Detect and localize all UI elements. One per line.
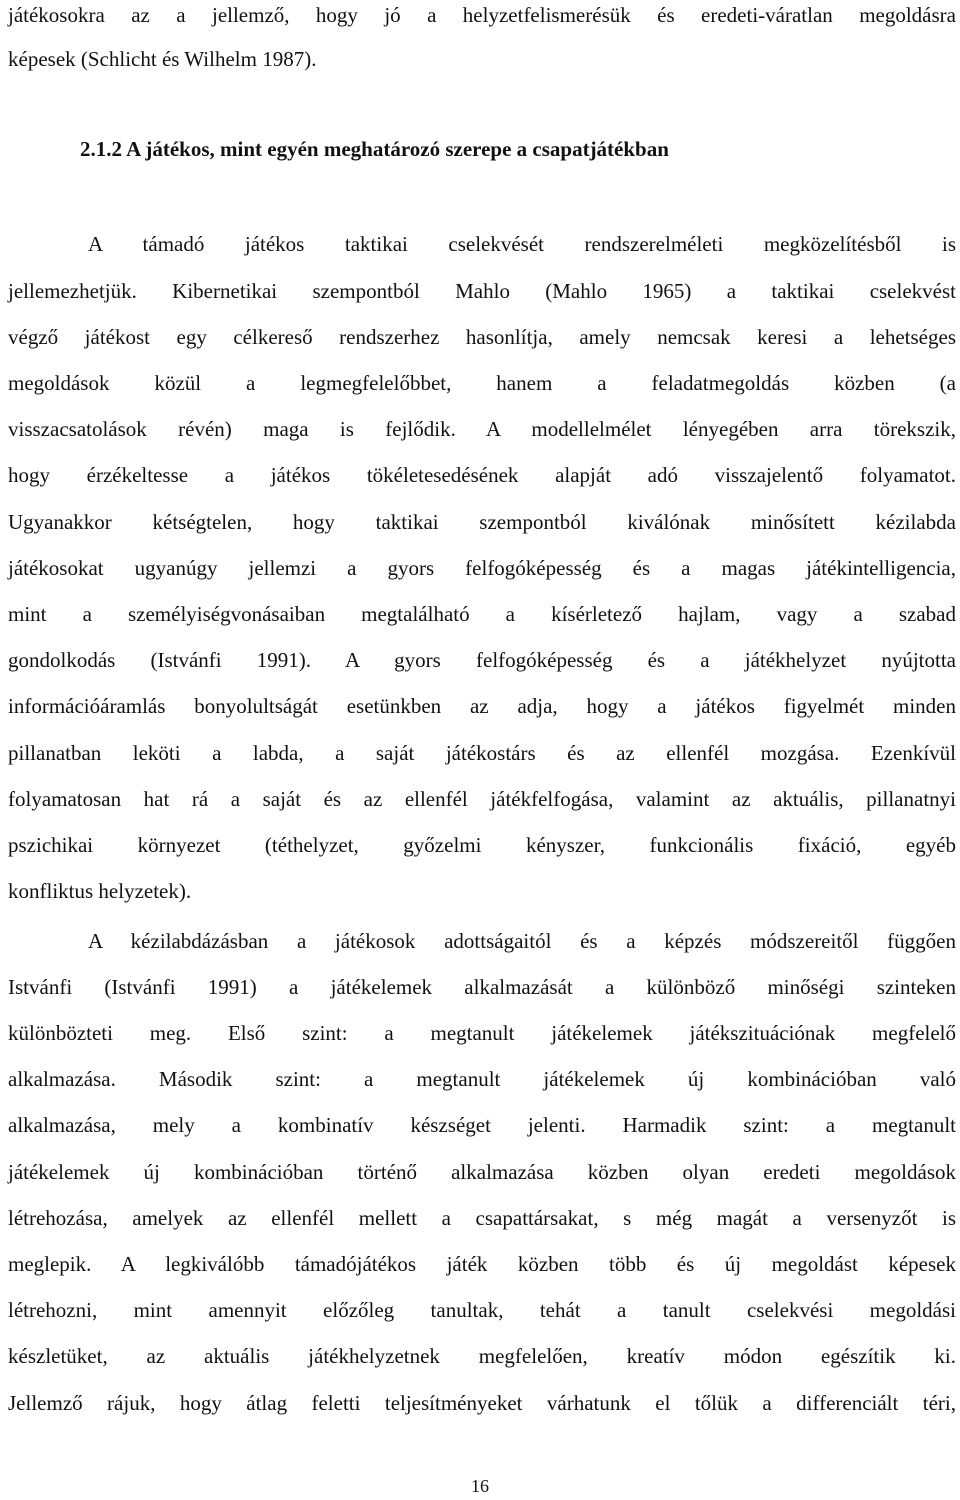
body-line: konfliktus helyzetek). — [8, 879, 192, 903]
body-line: A támadó játékos taktikai cselekvését rendszerelméleti megközelítésből is — [88, 232, 956, 256]
body-line: információáramlás bonyolultságát esetünkben az adja, hogy a játékos figyelmét minden — [8, 694, 956, 718]
body-line: Jellemző rájuk, hogy átlag feletti teljesítményeket várhatunk el tőlük a differenciált téri, — [8, 1391, 956, 1415]
body-line: játékosokat ugyanúgy jellemzi a gyors felfogóképesség és a magas játékintelligencia, — [8, 556, 956, 580]
body-line: visszacsatolások révén) maga is fejlődik. A modellelmélet lényegében arra törekszik, — [8, 417, 956, 441]
body-line: pillanatban leköti a labda, a saját játékostárs és az ellenfél mozgása. Ezenkívül — [8, 741, 956, 765]
body-line: képesek (Schlicht és Wilhelm 1987). — [8, 47, 317, 71]
body-line: megoldások közül a legmegfelelőbbet, hanem a feladatmegoldás közben (a — [8, 371, 956, 395]
page-number: 16 — [471, 1476, 489, 1496]
body-line: játékelemek új kombinációban történő alkalmazása közben olyan eredeti megoldások — [8, 1160, 956, 1184]
body-line: Ugyanakkor kétségtelen, hogy taktikai szempontból kiválónak minősített kézilabda — [8, 510, 956, 534]
body-line: alkalmazása. Második szint: a megtanult játékelemek új kombinációban való — [8, 1067, 956, 1091]
body-line: alkalmazása, mely a kombinatív készséget jelenti. Harmadik szint: a megtanult — [8, 1113, 956, 1137]
body-line: játékosokra az a jellemző, hogy jó a helyzetfelismerésük és eredeti-váratlan megoldásra — [8, 3, 956, 27]
body-line: készletüket, az aktuális játékhelyzetnek megfelelően, kreatív módon egészítik ki. — [8, 1344, 956, 1368]
body-line: Istvánfi (Istvánfi 1991) a játékelemek alkalmazását a különböző minőségi szinteken — [8, 975, 956, 999]
body-line: gondolkodás (Istvánfi 1991). A gyors felfogóképesség és a játékhelyzet nyújtotta — [8, 648, 956, 672]
body-line: folyamatosan hat rá a saját és az ellenfél játékfelfogása, valamint az aktuális, pillanatnyi — [8, 787, 956, 811]
body-line: mint a személyiségvonásaiban megtalálható a kísérletező hajlam, vagy a szabad — [8, 602, 956, 626]
body-line: jellemezhetjük. Kibernetikai szempontból Mahlo (Mahlo 1965) a taktikai cselekvést — [8, 279, 956, 303]
body-line: létrehozása, amelyek az ellenfél mellett a csapattársakat, s még magát a versenyzőt is — [8, 1206, 956, 1230]
body-line: különbözteti meg. Első szint: a megtanult játékelemek játékszituációnak megfelelő — [8, 1021, 956, 1045]
body-line: meglepik. A legkiválóbb támadójátékos játék közben több és új megoldást képesek — [8, 1252, 956, 1276]
body-line: hogy érzékeltesse a játékos tökéletesedésének alapját adó visszajelentő folyamatot. — [8, 463, 956, 487]
section-heading: 2.1.2 A játékos, mint egyén meghatározó szerepe a csapatjátékban — [80, 137, 669, 161]
body-line: A kézilabdázásban a játékosok adottságaitól és a képzés módszereitől függően — [88, 929, 956, 953]
body-line: pszichikai környezet (téthelyzet, győzelmi kényszer, funkcionális fixáció, egyéb — [8, 833, 956, 857]
body-line: végző játékost egy célkereső rendszerhez hasonlítja, amely nemcsak keresi a lehetséges — [8, 325, 956, 349]
body-line: létrehozni, mint amennyit előzőleg tanultak, tehát a tanult cselekvési megoldási — [8, 1298, 956, 1322]
